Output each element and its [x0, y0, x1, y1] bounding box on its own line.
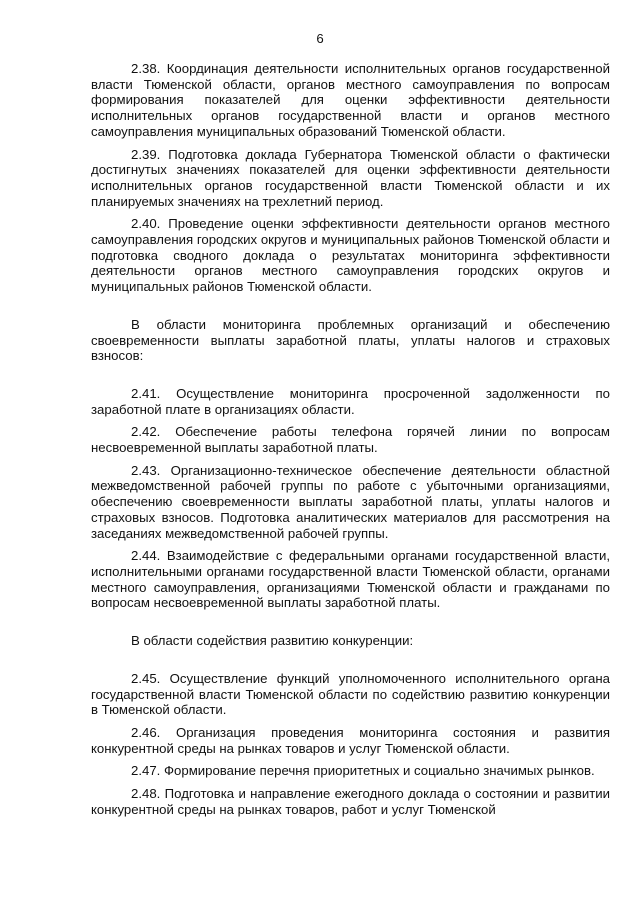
section-heading-problem-organizations: В области мониторинга проблемных организаций и обеспечению своевременности выплаты заработной платы, уплаты налогов и страховых взносов: [91, 316, 610, 364]
paragraph-2-48: 2.48. Подготовка и направление ежегодного доклада о состоянии и развитии конкурентной среды на рынках товаров, работ и услуг Тюменской [91, 786, 610, 817]
page-number: 6 [316, 31, 324, 46]
paragraph-2-42: 2.42. Обеспечение работы телефона горячей линии по вопросам несвоевременной выплаты заработной платы. [91, 424, 610, 456]
paragraph-2-43: 2.43. Организационно-техническое обеспечение деятельности областной межведомственной рабочей группы по работе с убыточными организациями, обеспечению своевременности выплаты заработной платы, уплаты налогов и страховых взносов. Подготовка аналитических материалов для рассмотрения на заседаниях межведомственной рабочей группы. [91, 462, 610, 541]
paragraph-2-46: 2.46. Организация проведения мониторинга состояния и развития конкурентной среды на рынках товаров и услуг Тюменской области. [91, 724, 610, 756]
paragraph-2-44: 2.44. Взаимодействие с федеральными органами государственной власти, исполнительными органами государственной власти Тюменской области, органами местного самоуправления, организациями Тюменской области и гражданами по вопросам несвоевременной выплаты заработной платы. [91, 548, 610, 611]
paragraph-2-39: 2.39. Подготовка доклада Губернатора Тюменской области о фактически достигнутых значениях показателей для оценки эффективности деятельности исполнительных органов государственной власти Тюменской области и их планируемых значениях на трехлетний период. [91, 146, 610, 209]
paragraph-2-41: 2.41. Осуществление мониторинга просроченной задолженности по заработной плате в организациях области. [91, 385, 610, 417]
paragraph-2-45: 2.45. Осуществление функций уполномоченного исполнительного органа государственной власти Тюменской области по содействию развитию конкуренции в Тюменской области. [91, 670, 610, 718]
paragraph-2-47: 2.47. Формирование перечня приоритетных и социально значимых рынков. [131, 763, 595, 779]
document-body [91, 61, 610, 817]
section-heading-competition: В области содействия развитию конкуренции: [131, 633, 414, 649]
paragraph-2-40: 2.40. Проведение оценки эффективности деятельности органов местного самоуправления городских округов и муниципальных районов Тюменской области и подготовка сводного доклада о результатах мониторинга эффективности деятельности органов местного самоуправления городских округов и муниципальных районов Тюменской области. [91, 216, 610, 295]
paragraph-2-38: 2.38. Координация деятельности исполнительных органов государственной власти Тюменской области, органов местного самоуправления по вопросам формирования показателей для оценки эффективности деятельности исполнительных органов государственной власти и органов местного самоуправления муниципальных образований Тюменской области. [91, 61, 610, 139]
